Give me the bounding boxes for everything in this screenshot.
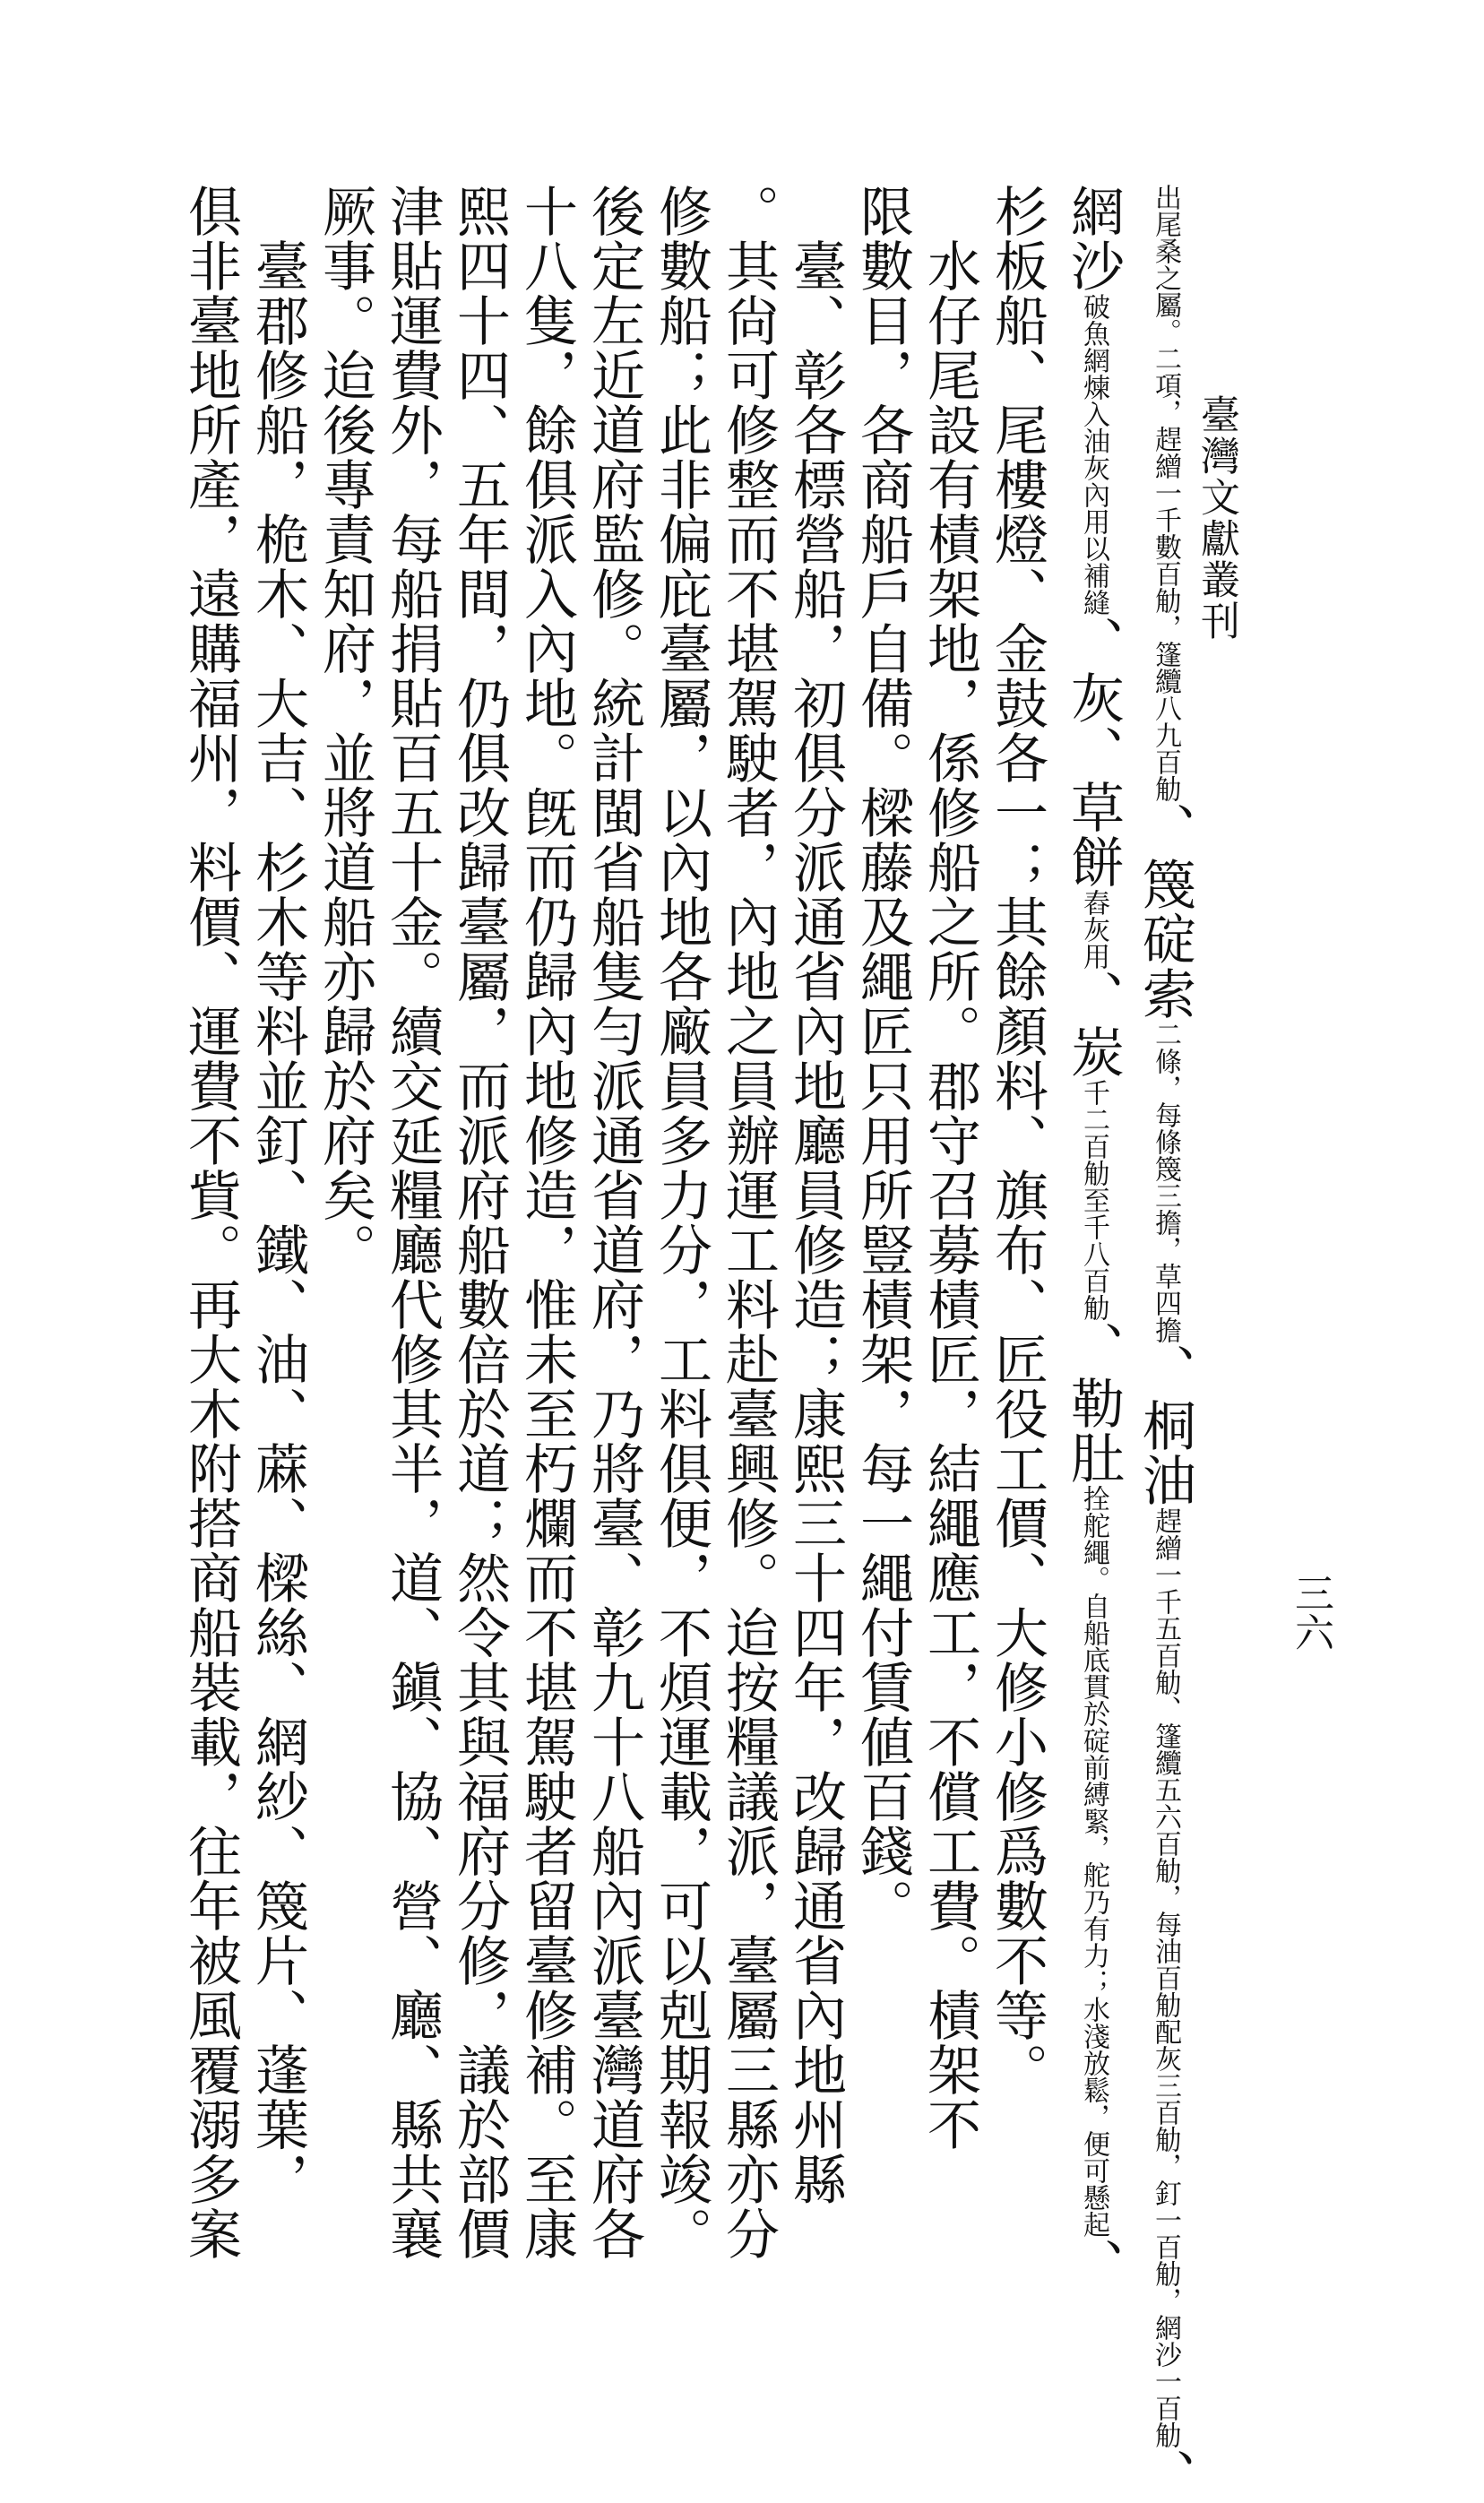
- main-text: 、桐油: [1134, 1343, 1196, 1507]
- main-text: 、勒肚: [1062, 1321, 1125, 1485]
- main-text: 津貼運費外，每船捐貼百五十金。續交延糧廳代修其半，道、鎭、協、營、廳、縣共襄: [381, 184, 444, 2261]
- note-text: 舂灰用: [1078, 889, 1109, 970]
- note-text: 千二百觔至千八百觔: [1078, 1079, 1109, 1321]
- main-text: 水仔尾設有樍架地，係修船之所。郡守召募樍匠，結繩應工，不償工費。樍架不: [919, 184, 981, 2152]
- note-text: 拴舵繩。自船底貫於碇前縛緊，舵乃有力；水淺放鬆，便可懸起: [1078, 1485, 1109, 2238]
- text-column: [448, 184, 511, 2261]
- main-text: 、灰、草餅: [1062, 616, 1125, 889]
- text-column: [179, 184, 242, 2261]
- text-column: [314, 184, 376, 1277]
- text-column: [515, 184, 578, 2261]
- text-column: [986, 184, 1048, 2097]
- text-column: [582, 184, 645, 2261]
- text-column: [717, 184, 780, 2261]
- main-text: 俱非臺地所產，遠購福州，料價、運費不貲。再大木附搭商船裝載，往年被風覆溺多案: [179, 184, 242, 2261]
- main-text: 、: [1062, 2238, 1125, 2292]
- main-text: 臺郡修船，桅木、大吉、杉木等料並釘、鐵、油、蔴、樑絲、網紗、篾片、蓬葉，: [246, 184, 309, 2206]
- text-column: [851, 184, 914, 1933]
- main-text: 修數船；此非偏庇臺屬，以內地各廠員多力分，工料俱便，不煩運載，可以剋期報竣。: [650, 184, 712, 2261]
- main-text: 、炭: [1062, 970, 1125, 1079]
- text-column: [246, 184, 309, 2206]
- text-column: [1062, 184, 1125, 2292]
- page-header-title: 臺灣文獻叢刊: [1194, 394, 1239, 642]
- main-text: 、篾碇索: [1134, 802, 1196, 1021]
- text-column: [1134, 184, 1196, 2503]
- main-text: 十八隻，餘俱派入內地。旣而仍歸內地修造，惟未至朽爛而不堪駕駛者留臺修補。至康: [515, 184, 578, 2261]
- main-text: 、: [1134, 2448, 1196, 2503]
- text-column: [919, 184, 981, 2152]
- main-text: 杉板船、尾樓燈、金鼓各一；其餘顏料、旗布、匠役工價、大修小修爲數不等。: [986, 184, 1048, 2097]
- note-text: 破魚網煉入油灰內用以補縫: [1078, 293, 1109, 616]
- text-column: [650, 184, 712, 2261]
- main-text: 臺、彰各標營船，初俱分派通省內地廳員修造；康熙三十四年，改歸通省內地州縣: [784, 184, 847, 2206]
- page-number: 三六: [1288, 1573, 1333, 1652]
- note-text: 出尾桑之屬。二項，趕繒一千數百觔，篷纜八九百觔: [1150, 184, 1181, 802]
- main-text: 限數目，各商船戶自備。樑藤及繩匠只用所豎樍架，每一繩付賃値百錢。: [851, 184, 914, 1933]
- main-text: 。其尙可修整而不堪駕駛者，內地之員辦運工料赴臺興修。迨按糧議派，臺屬三縣亦分: [717, 184, 780, 2261]
- note-text: 二條，每條篾三擔，草四擔: [1150, 1021, 1181, 1343]
- main-text: 熙四十四、五年間，仍俱改歸臺屬，而派府船數倍於道；然令其與福府分修，議於部價: [448, 184, 511, 2261]
- main-text: 後定左近道府監修。統計閩省船隻勻派通省道府，乃將臺、彰九十八船內派臺灣道府各: [582, 184, 645, 2261]
- main-text: 厥事。迨後專責知府，並將道船亦歸於府矣。: [314, 184, 376, 1277]
- text-column: [381, 184, 444, 2261]
- note-text: 趕繒一千五百觔、篷纜五六百觔，每油百觔配灰三百觔，釘一百觔，網沙一百觔: [1150, 1507, 1181, 2448]
- main-text: 網沙: [1062, 184, 1125, 293]
- text-column: [784, 184, 847, 2206]
